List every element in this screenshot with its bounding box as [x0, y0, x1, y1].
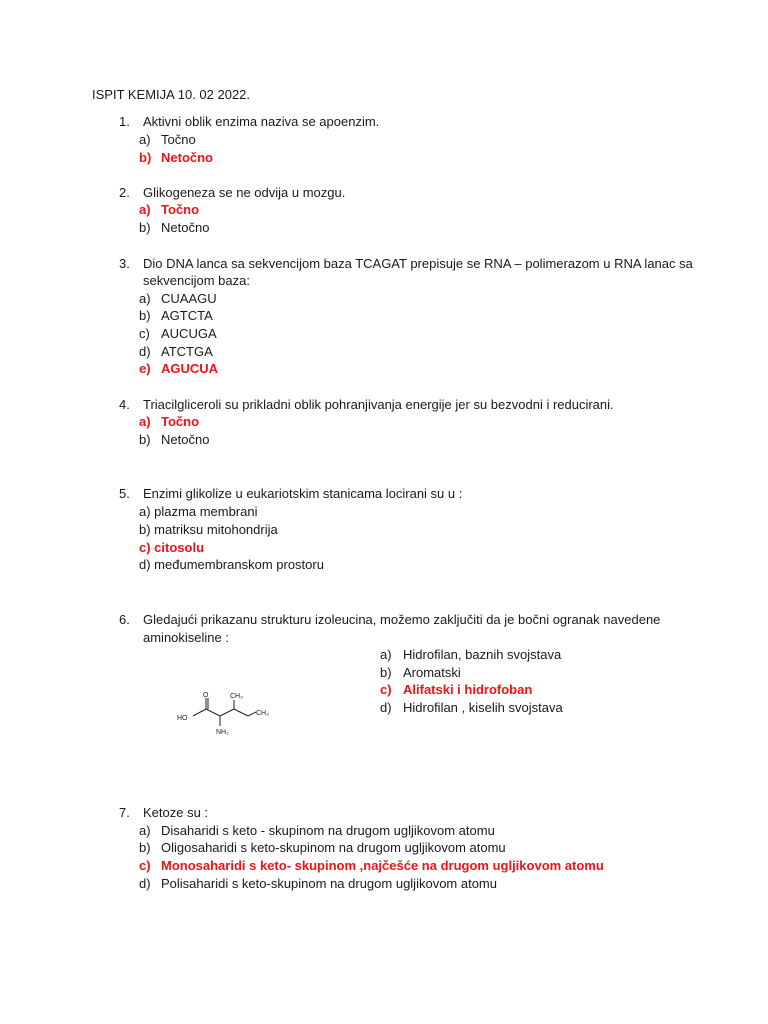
- option-text: CUAAGU: [161, 291, 217, 306]
- option-text-correct: Alifatski i hidrofoban: [403, 682, 533, 697]
- ethyl-methyl-label: CH₃: [256, 710, 269, 717]
- option-label: c): [139, 326, 150, 341]
- option-text: Polisaharidi s keto-skupinom na drugom ugljikovom atomu: [161, 876, 497, 891]
- option-text-correct: Točno: [161, 202, 200, 217]
- option-label: b): [139, 220, 151, 235]
- question-text-cont: sekvencijom baza:: [143, 273, 250, 288]
- option-label: a): [139, 132, 151, 147]
- option-label: b): [380, 665, 392, 680]
- option-label-correct: c): [139, 858, 151, 873]
- option-label-correct: e): [139, 361, 151, 376]
- option-text: Hidrofilan, baznih svojstava: [403, 647, 562, 662]
- option-text: Disaharidi s keto - skupinom na drugom ugljikovom atomu: [161, 823, 495, 838]
- option-label-correct: a): [139, 202, 151, 217]
- option-text-correct: c) citosolu: [139, 540, 205, 555]
- question-text: Glikogeneza se ne odvija u mozgu.: [143, 185, 346, 200]
- hydroxyl-label: HO: [177, 715, 188, 722]
- option-text: ATCTGA: [161, 344, 213, 359]
- option-label-correct: b): [139, 150, 152, 165]
- question-number: 3.: [119, 256, 130, 271]
- option-text: Aromatski: [403, 665, 461, 680]
- option-label: a): [380, 647, 392, 662]
- option-text: Točno: [161, 132, 196, 147]
- question-text-cont: aminokiseline :: [143, 630, 229, 645]
- question-number: 6.: [119, 612, 130, 627]
- option-text: d) međumembranskom prostoru: [139, 557, 324, 572]
- question-number: 1.: [119, 114, 130, 129]
- option-label-correct: a): [139, 414, 151, 429]
- option-label: b): [139, 308, 151, 323]
- option-text: Oligosaharidi s keto-skupinom na drugom ugljikovom atomu: [161, 840, 506, 855]
- option-text: Netočno: [161, 432, 210, 447]
- question-number: 4.: [119, 397, 130, 412]
- question-number: 7.: [119, 805, 130, 820]
- option-text: AGTCTA: [161, 308, 213, 323]
- question-text: Ketoze su :: [143, 805, 209, 820]
- question-text: Dio DNA lanca sa sekvencijom baza TCAGAT prepisuje se RNA – polimerazom u RNA lanac sa: [143, 256, 693, 271]
- amine-label: NH₂: [216, 729, 229, 736]
- option-text: a) plazma membrani: [139, 504, 258, 519]
- oxygen-label: O: [203, 692, 209, 699]
- option-text-correct: Netočno: [161, 150, 213, 165]
- option-label: d): [380, 700, 392, 715]
- option-label: d): [139, 876, 151, 891]
- option-label: b): [139, 432, 151, 447]
- option-label-correct: c): [380, 682, 392, 697]
- option-text: Netočno: [161, 220, 210, 235]
- question-text: Gledajući prikazanu strukturu izoleucina, možemo zaključiti da je bočni ogranak navedene: [143, 612, 661, 627]
- question-number: 5.: [119, 486, 130, 501]
- option-text: b) matriksu mitohondrija: [139, 522, 278, 537]
- option-label: d): [139, 344, 151, 359]
- isoleucine-structure: [176, 688, 286, 744]
- option-text: AUCUGA: [161, 326, 217, 341]
- option-text: Hidrofilan , kiselih svojstava: [403, 700, 563, 715]
- option-text-correct: Monosaharidi s keto- skupinom ,najčešće na drugom ugljikovom atomu: [161, 858, 604, 873]
- option-label: a): [139, 823, 151, 838]
- question-number: 2.: [119, 185, 130, 200]
- option-text-correct: Točno: [161, 414, 200, 429]
- methyl-label: CH₃: [230, 693, 243, 700]
- question-text: Triacilgliceroli su prikladni oblik pohranjivanja energije jer su bezvodni i reducirani.: [143, 397, 614, 412]
- option-label: b): [139, 840, 151, 855]
- page-title: ISPIT KEMIJA 10. 02 2022.: [92, 87, 251, 102]
- option-label: a): [139, 291, 151, 306]
- option-text-correct: AGUCUA: [161, 361, 219, 376]
- question-text: Enzimi glikolize u eukariotskim stanicama locirani su u :: [143, 486, 463, 501]
- question-text: Aktivni oblik enzima naziva se apoenzim.: [143, 114, 380, 129]
